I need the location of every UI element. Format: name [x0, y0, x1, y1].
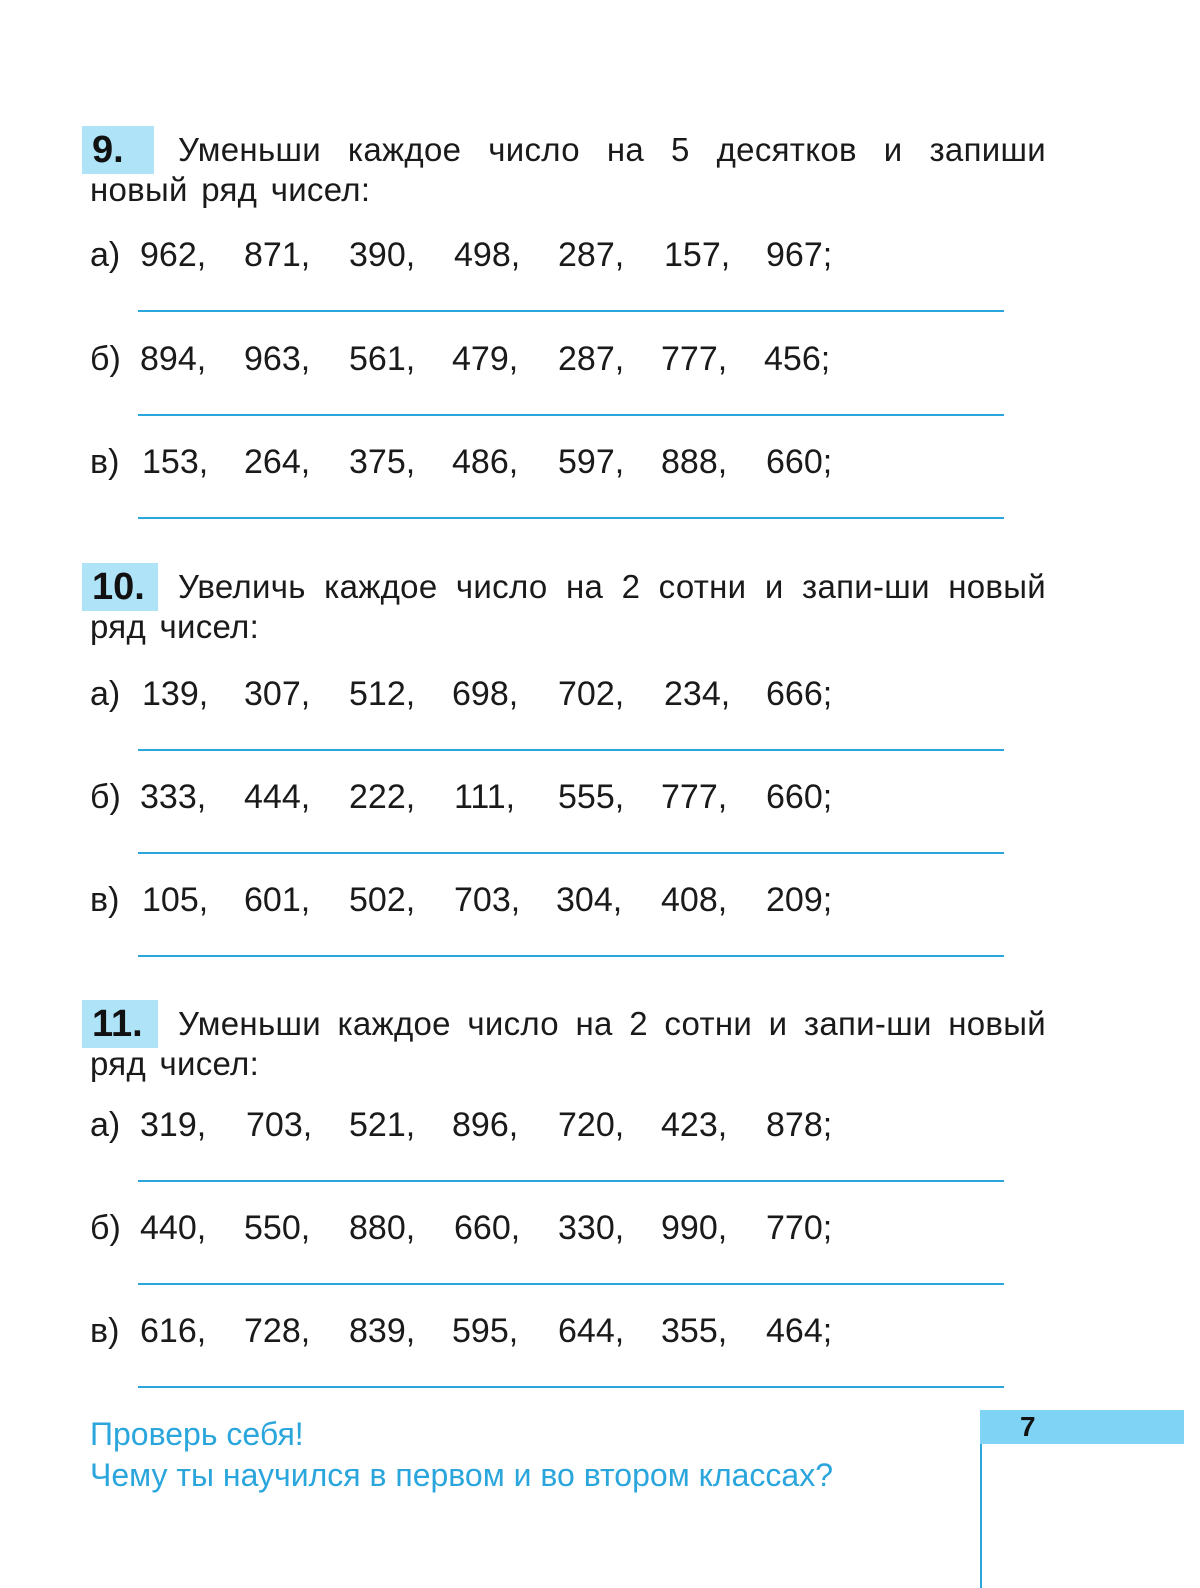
row-value: 502, — [349, 881, 416, 919]
footer-subtitle: Чему ты научился в первом и во втором классах? — [90, 1457, 833, 1493]
row-value: 962, — [140, 236, 207, 274]
row-value: 597, — [558, 443, 625, 481]
row-value: 333, — [140, 778, 207, 816]
row-label: в) — [90, 881, 120, 919]
row-label: в) — [90, 1312, 120, 1350]
answer-line[interactable] — [138, 310, 1004, 312]
row-value: 423, — [661, 1106, 728, 1144]
row-value: 479, — [452, 340, 519, 378]
page-number-tab — [980, 1410, 1184, 1444]
answer-line[interactable] — [138, 1180, 1004, 1182]
row-value: 703, — [246, 1106, 313, 1144]
row-value: 105, — [142, 881, 209, 919]
row-label: а) — [90, 236, 121, 274]
row-value: 616, — [140, 1312, 207, 1350]
row-label: в) — [90, 443, 120, 481]
exercise-header — [82, 563, 1046, 653]
self-check-footer — [90, 1414, 833, 1496]
exercise-instruction — [90, 130, 1046, 210]
exercise-11 — [82, 1000, 1046, 1350]
row-value: 440, — [140, 1209, 207, 1247]
row-value: 209; — [766, 881, 833, 919]
row-value: 698, — [452, 675, 519, 713]
row-value: 967; — [766, 236, 833, 274]
number-row-a — [90, 1104, 1020, 1208]
row-value: 878; — [766, 1106, 833, 1144]
instruction-text: Увеличь каждое число на 2 сотни и запи-ши новый ряд чисел: — [90, 568, 1046, 645]
row-value: 486, — [452, 443, 519, 481]
row-value: 896, — [452, 1106, 519, 1144]
exercise-instruction — [90, 567, 1046, 647]
row-label: а) — [90, 1106, 121, 1144]
row-value: 555, — [558, 778, 625, 816]
row-value: 660; — [766, 443, 833, 481]
number-row-b — [90, 776, 1020, 880]
row-value: 660, — [454, 1209, 521, 1247]
exercise-number-badge: 11. — [82, 1000, 158, 1048]
row-value: 139, — [142, 675, 209, 713]
row-value: 777, — [661, 340, 728, 378]
number-row-b — [90, 338, 1020, 442]
exercise-9 — [82, 126, 1046, 481]
row-value: 234, — [664, 675, 731, 713]
instruction-text: Уменьши каждое число на 2 сотни и запи-ши новый ряд чисел: — [90, 1005, 1046, 1082]
page-number: 7 — [1020, 1411, 1036, 1442]
row-value: 408, — [661, 881, 728, 919]
row-value: 550, — [244, 1209, 311, 1247]
row-value: 521, — [349, 1106, 416, 1144]
row-value: 720, — [558, 1106, 625, 1144]
row-value: 880, — [349, 1209, 416, 1247]
row-value: 464; — [766, 1312, 833, 1350]
answer-line[interactable] — [138, 955, 1004, 957]
row-value: 287, — [558, 236, 625, 274]
row-value: 660; — [766, 778, 833, 816]
row-value: 444, — [244, 778, 311, 816]
number-row-v — [90, 1310, 1020, 1414]
row-value: 871, — [244, 236, 311, 274]
exercise-10 — [82, 563, 1046, 919]
row-value: 390, — [349, 236, 416, 274]
row-value: 330, — [558, 1209, 625, 1247]
row-value: 355, — [661, 1312, 728, 1350]
row-value: 456; — [764, 340, 831, 378]
row-value: 963, — [244, 340, 311, 378]
number-row-b — [90, 1207, 1020, 1311]
answer-line[interactable] — [138, 414, 1004, 416]
row-value: 839, — [349, 1312, 416, 1350]
row-label: б) — [90, 1209, 121, 1247]
answer-line[interactable] — [138, 1283, 1004, 1285]
exercise-number-badge: 10. — [82, 563, 158, 611]
row-value: 888, — [661, 443, 728, 481]
row-value: 777, — [661, 778, 728, 816]
exercise-instruction — [90, 1004, 1046, 1084]
row-value: 595, — [452, 1312, 519, 1350]
exercise-header — [82, 1000, 1046, 1090]
row-value: 703, — [454, 881, 521, 919]
row-value: 666; — [766, 675, 833, 713]
row-value: 498, — [454, 236, 521, 274]
row-value: 894, — [140, 340, 207, 378]
number-row-a — [90, 234, 1020, 338]
answer-line[interactable] — [138, 852, 1004, 854]
number-row-v — [90, 879, 1020, 983]
exercise-number-badge: 9. — [82, 126, 154, 174]
number-row-v — [90, 441, 1020, 545]
row-value: 319, — [140, 1106, 207, 1144]
row-value: 222, — [349, 778, 416, 816]
number-row-a — [90, 673, 1020, 777]
row-value: 770; — [766, 1209, 833, 1247]
row-value: 644, — [558, 1312, 625, 1350]
row-value: 702, — [558, 675, 625, 713]
row-label: б) — [90, 340, 121, 378]
row-value: 287, — [558, 340, 625, 378]
row-value: 512, — [349, 675, 416, 713]
instruction-text: Уменьши каждое число на 5 десятков и запиши новый ряд чисел: — [90, 131, 1046, 208]
page-margin-line — [980, 1444, 982, 1588]
footer-title: Проверь себя! — [90, 1416, 304, 1452]
row-value: 153, — [142, 443, 209, 481]
row-value: 375, — [349, 443, 416, 481]
row-value: 307, — [244, 675, 311, 713]
row-label: а) — [90, 675, 121, 713]
row-label: б) — [90, 778, 121, 816]
row-value: 601, — [244, 881, 311, 919]
row-value: 304, — [556, 881, 623, 919]
row-value: 728, — [244, 1312, 311, 1350]
answer-line[interactable] — [138, 517, 1004, 519]
row-value: 990, — [661, 1209, 728, 1247]
exercise-header — [82, 126, 1046, 216]
row-value: 111, — [454, 778, 516, 816]
answer-line[interactable] — [138, 1386, 1004, 1388]
row-value: 157, — [664, 236, 731, 274]
answer-line[interactable] — [138, 749, 1004, 751]
row-value: 561, — [349, 340, 416, 378]
row-value: 264, — [244, 443, 311, 481]
